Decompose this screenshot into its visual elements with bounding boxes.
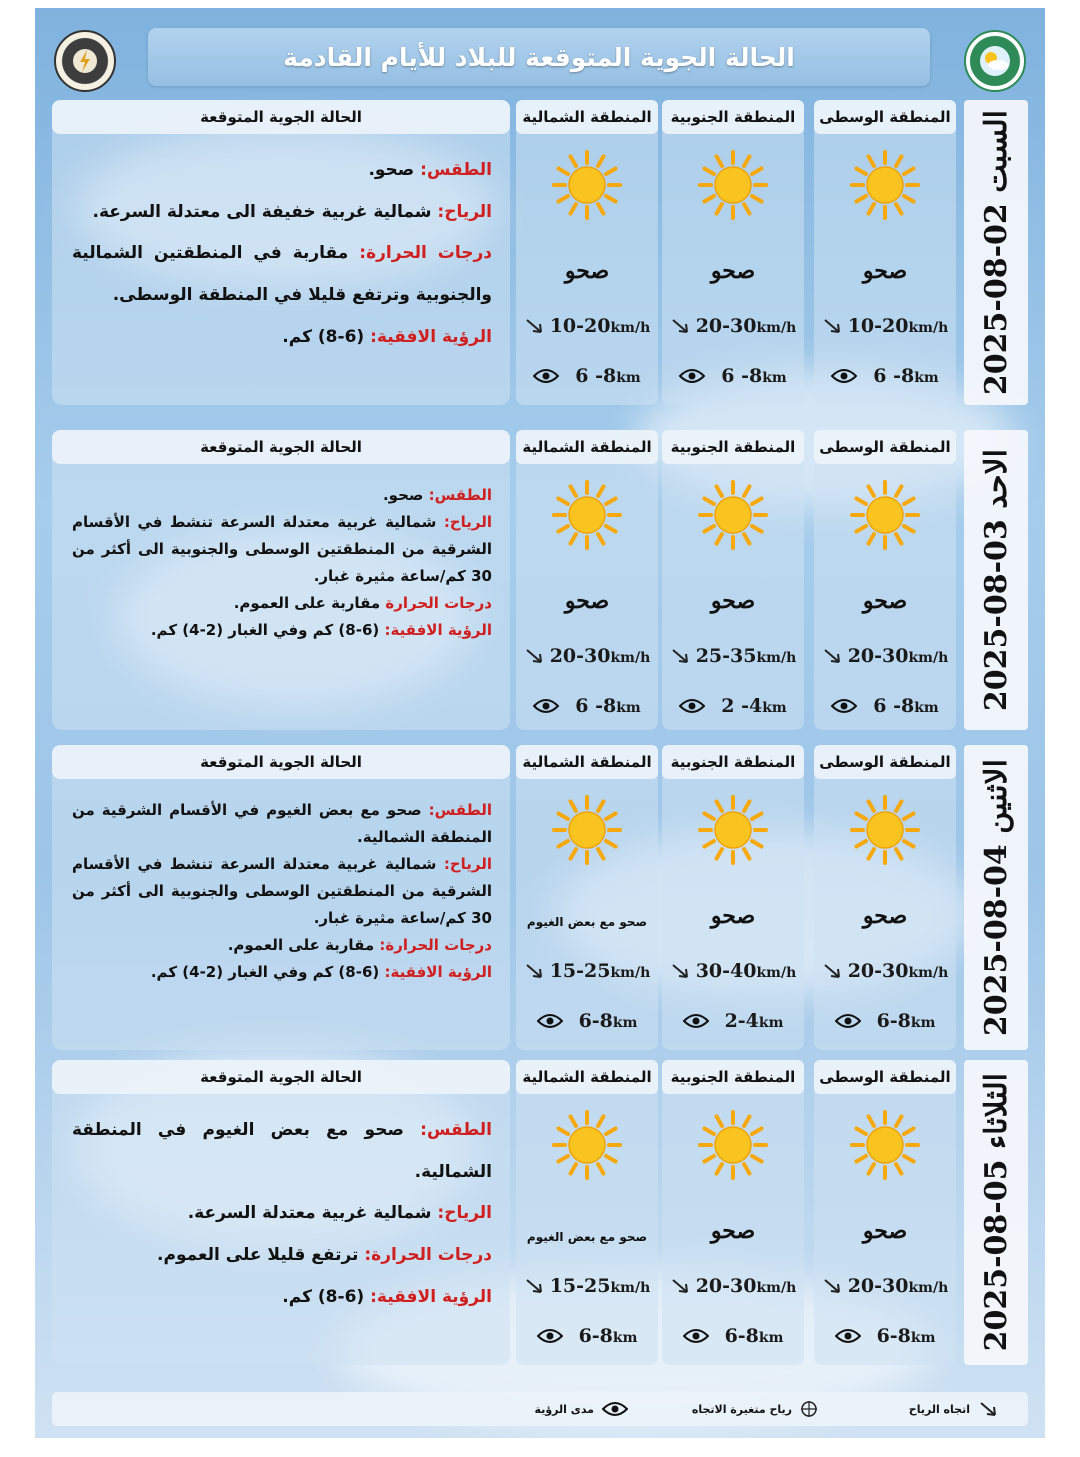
legend-wind-direction <box>909 1399 998 1419</box>
lightning-emblem-icon <box>62 38 108 84</box>
wind-arrow-icon <box>670 316 690 336</box>
sun-icon <box>552 795 622 865</box>
forecast-description-title: الحالة الجوية المتوقعة <box>52 745 510 779</box>
visibility-value: 6 -8 <box>873 365 915 387</box>
wind-value <box>848 960 949 982</box>
visibility-unit: km <box>762 700 787 716</box>
wind-speed: 20-30 <box>847 1275 909 1297</box>
eye-icon <box>683 1328 709 1344</box>
wind-unit: km/h <box>756 965 797 981</box>
visibility-text <box>575 695 640 717</box>
sun-icon <box>698 150 768 220</box>
wind-unit: km/h <box>908 650 949 666</box>
visibility-unit: km <box>762 370 787 386</box>
forecast-paragraph <box>72 617 492 644</box>
wind-arrow-icon <box>524 1276 544 1296</box>
wind-value <box>696 645 797 667</box>
visibility-value: 6 -8 <box>873 695 915 717</box>
region-condition: صحو <box>564 258 610 284</box>
forecast-paragraph <box>72 1193 492 1235</box>
header-banner <box>148 28 930 86</box>
eye-icon <box>602 1401 628 1417</box>
region-column <box>516 745 658 1050</box>
wind-arrow-icon <box>670 961 690 981</box>
legend-visibility <box>535 1401 628 1417</box>
forecast-paragraph <box>72 851 492 932</box>
forecast-description-title: الحالة الجوية المتوقعة <box>52 430 510 464</box>
region-condition: صحو <box>862 258 908 284</box>
wind-arrow-icon <box>524 316 544 336</box>
forecast-description-body <box>72 482 492 644</box>
wind-value <box>550 960 651 982</box>
sun-icon <box>552 480 622 550</box>
sun-icon <box>698 480 768 550</box>
visibility-text <box>873 365 938 387</box>
wind-unit: km/h <box>756 320 797 336</box>
region-condition: صحو مع بعض الغيوم <box>526 1230 648 1244</box>
forecast-text: شمالية غربية خفيفة الى معتدلة السرعة. <box>92 201 438 222</box>
region-wind <box>814 315 956 337</box>
wind-arrow-icon <box>670 646 690 666</box>
sun-icon <box>850 795 920 865</box>
region-name: المنطقة الوسطى <box>814 430 956 464</box>
region-visibility <box>516 1010 658 1032</box>
visibility-unit: km <box>612 1330 638 1346</box>
forecast-description-box <box>52 745 510 1050</box>
region-name: المنطقة الجنوبية <box>662 100 804 134</box>
wind-speed: 30-40 <box>695 960 757 982</box>
sun-icon <box>850 150 920 220</box>
visibility-text <box>579 1325 638 1347</box>
ministry-logo <box>964 30 1026 92</box>
region-condition: صحو <box>862 1218 908 1244</box>
forecast-label: الرؤية الافقية: <box>384 621 492 639</box>
region-column <box>662 430 804 730</box>
visibility-unit: km <box>910 1015 936 1031</box>
visibility-value: 6-8 <box>876 1325 911 1347</box>
wind-speed: 20-30 <box>847 645 909 667</box>
region-column <box>814 1060 956 1365</box>
forecast-text: صحو مع بعض الغيوم في الأقسام الشرقية من المنطقة الشمالية. <box>72 801 492 846</box>
wind-arrow-icon <box>978 1399 998 1419</box>
visibility-unit: km <box>910 1330 936 1346</box>
eye-icon <box>537 1013 563 1029</box>
visibility-value: 2 -4 <box>721 695 763 717</box>
region-wind <box>662 645 804 667</box>
region-condition: صحو <box>710 258 756 284</box>
forecast-label: درجات الحرارة <box>385 594 492 612</box>
forecast-text: ترتفع قليلا على العموم. <box>157 1244 365 1265</box>
wind-arrow-icon <box>524 646 544 666</box>
forecast-label: الرؤية الافقية: <box>384 963 492 981</box>
wind-value <box>848 1275 949 1297</box>
day-date-strip <box>964 100 1028 405</box>
wind-unit: km/h <box>610 320 651 336</box>
forecast-text: (6-8) كم. <box>282 326 371 347</box>
weather-authority-logo <box>54 30 116 92</box>
forecast-label: درجات الحرارة: <box>364 1244 492 1265</box>
forecast-text: مقاربة على العموم. <box>233 594 386 612</box>
forecast-description-box <box>52 100 510 405</box>
visibility-value: 6 -8 <box>721 365 763 387</box>
forecast-description-title: الحالة الجوية المتوقعة <box>52 100 510 134</box>
forecast-paragraph <box>72 959 492 986</box>
forecast-label: الرياح: <box>443 513 492 531</box>
visibility-unit: km <box>616 700 641 716</box>
wind-arrow-icon <box>670 1276 690 1296</box>
region-condition: صحو <box>710 1218 756 1244</box>
wind-value <box>696 1275 797 1297</box>
forecast-text: (6-8) كم وفي الغبار (2-4) كم. <box>150 621 385 639</box>
region-condition: صحو <box>564 588 610 614</box>
forecast-description-body <box>72 797 492 986</box>
eye-icon <box>679 698 705 714</box>
region-name: المنطقة الوسطى <box>814 745 956 779</box>
day-date-strip <box>964 430 1028 730</box>
forecast-paragraph <box>72 1235 492 1277</box>
region-visibility <box>662 1010 804 1032</box>
visibility-value: 6-8 <box>876 1010 911 1032</box>
wind-value <box>696 315 797 337</box>
forecast-text: صحو. <box>382 486 429 504</box>
region-visibility <box>516 1325 658 1347</box>
region-name: المنطقة الشمالية <box>516 1060 658 1094</box>
forecast-description-box <box>52 1060 510 1365</box>
page-title: الحالة الجوية المتوقعة للبلاد للأيام القادمة <box>283 42 795 72</box>
visibility-text <box>877 1325 936 1347</box>
forecast-text: مقاربة في المنطقتين الشمالية والجنوبية وترتفع قليلا في المنطقة الوسطى. <box>72 243 492 305</box>
region-column <box>814 430 956 730</box>
wind-value <box>848 645 949 667</box>
wind-speed: 10-20 <box>847 315 909 337</box>
forecast-paragraph <box>72 509 492 590</box>
forecast-label: درجات الحرارة: <box>359 243 492 264</box>
wind-arrow-icon <box>822 961 842 981</box>
visibility-value: 6-8 <box>578 1325 613 1347</box>
forecast-label: الطقس: <box>428 486 492 504</box>
wind-speed: 20-30 <box>695 315 757 337</box>
region-visibility <box>814 1010 956 1032</box>
eye-icon <box>835 1328 861 1344</box>
legend-variable-wind <box>692 1400 818 1418</box>
forecast-paragraph <box>72 932 492 959</box>
visibility-text <box>873 695 938 717</box>
region-name: المنطقة الشمالية <box>516 430 658 464</box>
visibility-value: 6-8 <box>578 1010 613 1032</box>
visibility-text <box>725 1325 784 1347</box>
eye-icon <box>835 1013 861 1029</box>
forecast-paragraph <box>72 317 492 359</box>
wind-unit: km/h <box>908 965 949 981</box>
visibility-text <box>721 695 786 717</box>
region-visibility <box>516 695 658 717</box>
region-name: المنطقة الشمالية <box>516 100 658 134</box>
sun-icon <box>698 795 768 865</box>
region-wind <box>662 315 804 337</box>
visibility-value: 6-8 <box>724 1325 759 1347</box>
region-column <box>662 745 804 1050</box>
wind-value <box>550 645 651 667</box>
region-column <box>516 430 658 730</box>
wind-speed: 10-20 <box>549 315 611 337</box>
forecast-paragraph <box>72 1110 492 1193</box>
forecast-label: الطقس: <box>420 1120 492 1140</box>
region-condition: صحو مع بعض الغيوم <box>526 915 648 929</box>
wind-arrow-icon <box>822 316 842 336</box>
visibility-unit: km <box>616 370 641 386</box>
wind-speed: 15-25 <box>549 1275 611 1297</box>
wind-speed: 25-35 <box>695 645 757 667</box>
day-date-label: الثلاثاء 05-08-2025 <box>978 1073 1014 1352</box>
visibility-value: 6 -8 <box>575 365 617 387</box>
wind-speed: 20-30 <box>549 645 611 667</box>
wind-value <box>696 960 797 982</box>
region-visibility <box>662 1325 804 1347</box>
sun-icon <box>698 1110 768 1180</box>
region-wind <box>516 315 658 337</box>
forecast-text: صحو. <box>368 160 421 180</box>
forecast-text: (6-8) كم. <box>282 1286 371 1307</box>
visibility-unit: km <box>914 700 939 716</box>
day-date-strip <box>964 745 1028 1050</box>
visibility-unit: km <box>758 1330 784 1346</box>
sun-icon <box>552 1110 622 1180</box>
visibility-text <box>579 1010 638 1032</box>
legend-bar <box>52 1392 1028 1426</box>
eye-icon <box>533 698 559 714</box>
sun-icon <box>850 480 920 550</box>
forecast-text: شمالية غربية معتدلة السرعة تنشط في الأقسام الشرقية من المنطقتين الوسطى والجنوبية الى أكثر من 30 كم/ساعة مثيرة غبار. <box>72 855 492 927</box>
forecast-label: الطقس: <box>420 160 492 180</box>
wind-value <box>550 315 651 337</box>
region-column <box>516 1060 658 1365</box>
visibility-text <box>725 1010 784 1032</box>
eye-icon <box>683 1013 709 1029</box>
wind-unit: km/h <box>610 1280 651 1296</box>
visibility-unit: km <box>758 1015 784 1031</box>
wind-unit: km/h <box>908 1280 949 1296</box>
forecast-paragraph <box>72 482 492 509</box>
forecast-description-body <box>72 1110 492 1318</box>
wind-arrow-icon <box>822 1276 842 1296</box>
eye-icon <box>831 368 857 384</box>
wind-value <box>848 315 949 337</box>
forecast-paragraph <box>72 192 492 234</box>
region-visibility <box>516 365 658 387</box>
legend-visibility-label: مدى الرؤية <box>534 1402 594 1416</box>
region-visibility <box>814 365 956 387</box>
region-column <box>662 100 804 405</box>
region-wind <box>814 645 956 667</box>
region-column <box>814 100 956 405</box>
forecast-text: (6-8) كم وفي الغبار (2-4) كم. <box>150 963 385 981</box>
wind-arrow-icon <box>524 961 544 981</box>
region-wind <box>516 645 658 667</box>
visibility-text <box>575 365 640 387</box>
forecast-paragraph <box>72 797 492 851</box>
eye-icon <box>537 1328 563 1344</box>
region-visibility <box>662 365 804 387</box>
sun-icon <box>850 1110 920 1180</box>
visibility-unit: km <box>612 1015 638 1031</box>
region-condition: صحو <box>862 903 908 929</box>
forecast-label: الرؤية الافقية: <box>370 326 492 347</box>
region-wind <box>662 960 804 982</box>
compass-icon <box>800 1400 818 1418</box>
region-wind <box>516 1275 658 1297</box>
visibility-text <box>721 365 786 387</box>
forecast-label: درجات الحرارة: <box>379 936 492 954</box>
forecast-text: مقاربة على العموم. <box>227 936 380 954</box>
wind-unit: km/h <box>908 320 949 336</box>
region-wind <box>814 1275 956 1297</box>
wind-value <box>550 1275 651 1297</box>
eye-icon <box>679 368 705 384</box>
region-name: المنطقة الشمالية <box>516 745 658 779</box>
eye-icon <box>831 698 857 714</box>
day-date-label: السبت 02-08-2025 <box>978 109 1014 396</box>
wind-unit: km/h <box>756 1280 797 1296</box>
wind-speed: 20-30 <box>847 960 909 982</box>
forecast-description-box <box>52 430 510 730</box>
region-visibility <box>814 695 956 717</box>
day-date-label: الاثنين 04-08-2025 <box>978 758 1014 1037</box>
forecast-paragraph <box>72 233 492 316</box>
region-condition: صحو <box>862 588 908 614</box>
region-name: المنطقة الجنوبية <box>662 1060 804 1094</box>
region-name: المنطقة الجنوبية <box>662 745 804 779</box>
region-column <box>814 745 956 1050</box>
region-condition: صحو <box>710 588 756 614</box>
forecast-label: الرؤية الافقية: <box>370 1286 492 1307</box>
wind-speed: 15-25 <box>549 960 611 982</box>
visibility-value: 2-4 <box>724 1010 759 1032</box>
forecast-text: صحو مع بعض الغيوم في المنطقة الشمالية. <box>72 1120 492 1182</box>
visibility-unit: km <box>914 370 939 386</box>
region-visibility <box>814 1325 956 1347</box>
forecast-paragraph <box>72 590 492 617</box>
eye-icon <box>533 368 559 384</box>
region-column <box>662 1060 804 1365</box>
sun-icon <box>552 150 622 220</box>
region-wind <box>516 960 658 982</box>
forecast-label: الرياح: <box>443 855 492 873</box>
region-name: المنطقة الوسطى <box>814 100 956 134</box>
wind-speed: 20-30 <box>695 1275 757 1297</box>
region-name: المنطقة الوسطى <box>814 1060 956 1094</box>
wind-unit: km/h <box>756 650 797 666</box>
region-column <box>516 100 658 405</box>
region-wind <box>662 1275 804 1297</box>
forecast-label: الطقس: <box>428 801 492 819</box>
visibility-text <box>877 1010 936 1032</box>
forecast-label: الرياح: <box>437 201 492 222</box>
forecast-description-body <box>72 150 492 358</box>
visibility-value: 6 -8 <box>575 695 617 717</box>
forecast-paragraph <box>72 150 492 192</box>
forecast-text: شمالية غربية معتدلة السرعة. <box>187 1203 438 1224</box>
legend-variable-wind-label: رياح متغيرة الاتجاه <box>691 1402 792 1416</box>
day-date-label: الاحد 03-08-2025 <box>978 448 1014 712</box>
cloud-sun-emblem-icon <box>972 38 1018 84</box>
region-wind <box>814 960 956 982</box>
forecast-label: الرياح: <box>437 1203 492 1224</box>
region-name: المنطقة الجنوبية <box>662 430 804 464</box>
day-date-strip <box>964 1060 1028 1365</box>
wind-unit: km/h <box>610 650 651 666</box>
forecast-paragraph <box>72 1277 492 1319</box>
region-visibility <box>662 695 804 717</box>
wind-unit: km/h <box>610 965 651 981</box>
wind-arrow-icon <box>822 646 842 666</box>
region-condition: صحو <box>710 903 756 929</box>
forecast-text: شمالية غربية معتدلة السرعة تنشط في الأقسام الشرقية من المنطقتين الوسطى والجنوبية الى أكثر من 30 كم/ساعة مثيرة غبار. <box>72 513 492 585</box>
forecast-description-title: الحالة الجوية المتوقعة <box>52 1060 510 1094</box>
legend-wind-direction-label: اتجاه الرياح <box>908 1402 970 1416</box>
